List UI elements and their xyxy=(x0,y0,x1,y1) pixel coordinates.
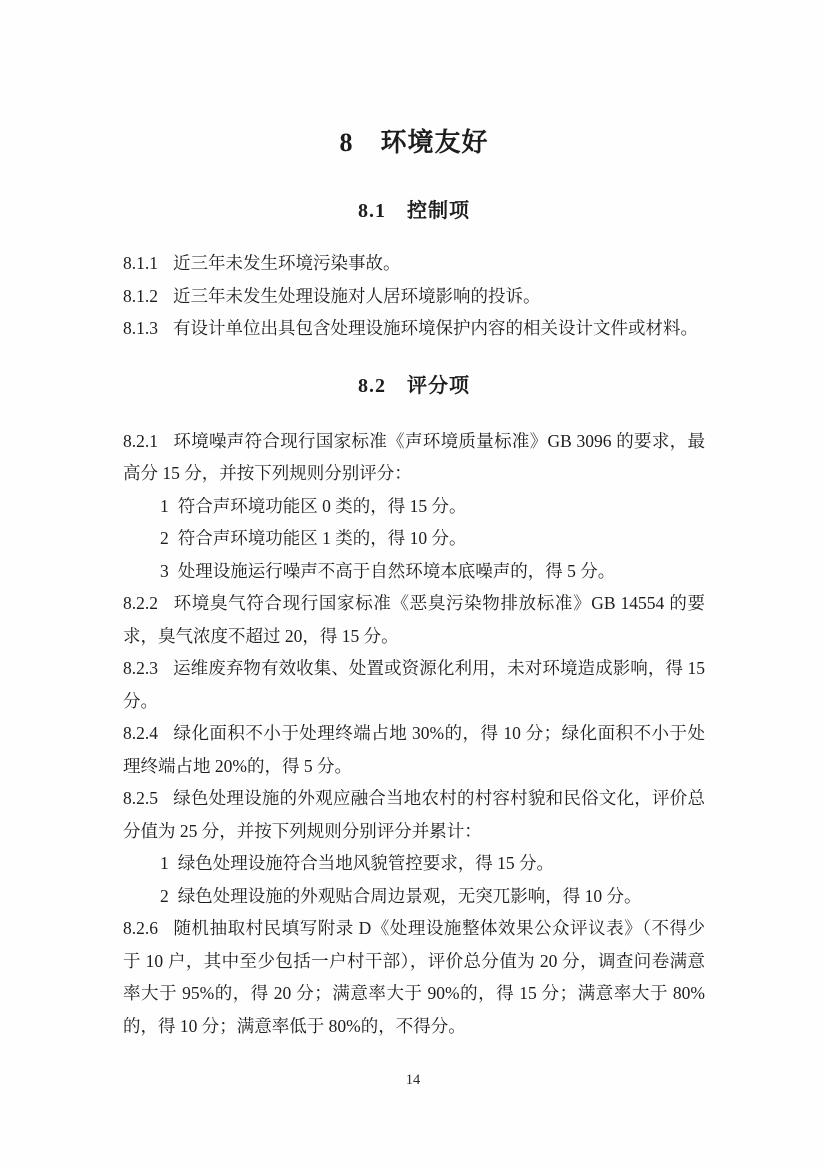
subitem-text: 绿色处理设施的外观贴合周边景观，无突兀影响，得 10 分。 xyxy=(177,885,642,906)
subitem-text: 处理设施运行噪声不高于自然环境本底噪声的，得 5 分。 xyxy=(177,560,616,581)
section-heading-8-2: 8.2 评分项 xyxy=(358,374,470,397)
clause-text: 绿化面积不小于处理终端占地 30%的，得 10 分；绿化面积不小于处理终端占地 20%的，得 5 分。 xyxy=(123,723,705,776)
subitem-8-2-1-2 xyxy=(123,522,705,555)
clause-8-1-1 xyxy=(123,247,705,280)
subitem-number: 2 xyxy=(160,885,169,906)
page-content xyxy=(123,0,705,1042)
clause-number: 8.2.4 xyxy=(123,723,158,743)
clause-8-1-2 xyxy=(123,280,705,313)
clause-8-2-5 xyxy=(123,782,705,847)
clause-8-2-6 xyxy=(123,912,705,1042)
subitem-8-2-1-1 xyxy=(123,490,705,523)
subitem-8-2-1-3 xyxy=(123,555,705,588)
clause-number: 8.2.1 xyxy=(123,430,158,451)
clause-number: 8.2.6 xyxy=(123,918,158,938)
clause-8-1-3 xyxy=(123,312,705,345)
clause-number: 8.1.1 xyxy=(123,253,158,273)
clause-text: 近三年未发生处理设施对人居环境影响的投诉。 xyxy=(173,285,541,306)
clause-text: 随机抽取村民填写附录 D《处理设施整体效果公众评议表》（不得少于 10 户，其中至少包括一户村干部），评价总分值为 20 分，调查问卷满意率大于 95%的，得 20 分；满意率大于 90%的，得 15 分；满意率大于 80%的，得 10 分；满意率低于 80%的，不得分。 xyxy=(123,918,705,1036)
subitem-text: 符合声环境功能区 0 类的，得 15 分。 xyxy=(177,495,467,516)
section-heading-8-1: 8.1 控制项 xyxy=(358,200,470,222)
clause-number: 8.1.3 xyxy=(123,318,158,338)
clause-text: 运维废弃物有效收集、处置或资源化利用，未对环境造成影响，得 15 分。 xyxy=(123,658,705,711)
subitem-number: 1 xyxy=(160,495,169,516)
clause-8-2-2 xyxy=(123,587,705,652)
subitem-text: 绿色处理设施符合当地风貌管控要求，得 15 分。 xyxy=(177,853,554,873)
clause-text: 近三年未发生环境污染事故。 xyxy=(173,253,401,273)
subitem-number: 3 xyxy=(160,560,169,581)
clause-number: 8.2.3 xyxy=(123,658,158,678)
clause-8-2-3 xyxy=(123,652,705,717)
subitem-number: 2 xyxy=(160,528,169,548)
chapter-heading: 8 环境友好 xyxy=(339,128,489,157)
clause-number: 8.2.2 xyxy=(123,593,158,613)
clause-8-2-4 xyxy=(123,717,705,782)
clause-number: 8.2.5 xyxy=(123,788,158,808)
clause-8-2-1 xyxy=(123,425,705,490)
page-number: 14 xyxy=(405,1072,421,1088)
clause-text: 环境臭气符合现行国家标准《恶臭污染物排放标准》GB 14554 的要求，臭气浓度不超过 20，得 15 分。 xyxy=(123,593,705,646)
clause-text: 绿色处理设施的外观应融合当地农村的村容村貌和民俗文化，评价总分值为 25 分，并按下列规则分别评分并累计： xyxy=(123,788,705,841)
subitem-8-2-5-2 xyxy=(123,880,705,913)
clause-text: 环境噪声符合现行国家标准《声环境质量标准》GB 3096 的要求，最高分 15 分，并按下列规则分别评分： xyxy=(123,430,705,483)
clause-number: 8.1.2 xyxy=(123,285,158,306)
clause-text: 有设计单位出具包含处理设施环境保护内容的相关设计文件或材料。 xyxy=(173,318,698,338)
subitem-8-2-5-1 xyxy=(123,847,705,880)
subitem-text: 符合声环境功能区 1 类的，得 10 分。 xyxy=(177,528,467,548)
subitem-number: 1 xyxy=(160,853,169,873)
